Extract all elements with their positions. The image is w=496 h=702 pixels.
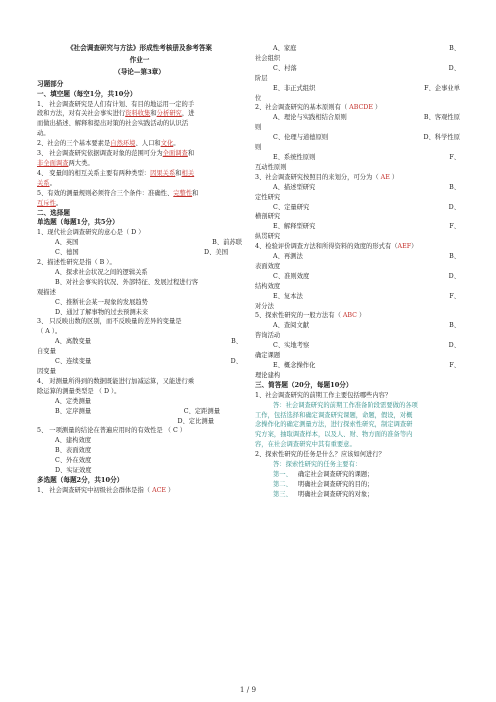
answer-blank: 关系 <box>37 179 50 187</box>
essay-a1-line4: 究方案，抽取调查样本，以及人、财、物方面的准备等内 <box>255 431 413 439</box>
multi-q5-option-f-cont: 理论建构 <box>255 371 281 379</box>
multi-q1: 1、 社会调查研究中初级社会群体是指（ ACE ） <box>37 486 175 494</box>
fill-q5-line2: 互斥性。 <box>37 199 63 207</box>
mc2-option-b: B、对社会事实的状况、外部特征、发展过程进行客 <box>55 278 199 286</box>
right-column <box>255 44 460 500</box>
answer-blank: 自然环境 <box>110 140 136 148</box>
multi-q4-option-d-cont: 结构效度 <box>255 282 281 290</box>
multi-q1-options-ef: E、非正式组织 F、企事业单 <box>273 84 460 92</box>
answer-letters: ACE <box>152 486 167 494</box>
answer-letters: AE <box>380 173 390 181</box>
multi-q2-options-cd: C、伦理与道德原则 D、科学性原 <box>273 134 460 142</box>
answer-blank: 分析研究 <box>156 110 182 118</box>
fill-q3-line1: 3、 社会调查研究依据调查对象的范围可分为全面调查和 <box>37 150 195 158</box>
mc1-options-cd: C、德国 D、美国 <box>55 249 228 257</box>
fill-q5-line1: 5、有效的测量规则必须符合三个条件：准确性、完整性和 <box>37 189 199 197</box>
multi-q4-options-ef: E、复本法 F、 <box>273 292 460 300</box>
multi-q2: 2、社会调查研究的基本原则有（ ABCDE ） <box>255 104 382 112</box>
answer-blank: 完整性 <box>173 189 193 197</box>
multi-q2-option-d-cont: 则 <box>255 144 262 152</box>
answer-letters: ABC <box>342 312 357 320</box>
mc2-option-a: A、探求社会状况之间的逻辑关系 <box>55 268 148 276</box>
answer-letters: AEF <box>397 243 412 251</box>
fill-q1-line4: 动。 <box>37 130 50 138</box>
mc4-question-line2: 除运算的测量类型是 （ D ）。 <box>37 387 121 395</box>
multi-q1-option-b-cont: 社会组织 <box>255 54 281 62</box>
page-number: 1 / 9 <box>239 685 257 694</box>
multi-q3-options-ab: A、描述型研究 B、 <box>273 183 460 191</box>
answer-blank: 文化 <box>160 140 174 148</box>
mc5-option-c: C、外在效度 <box>55 457 92 465</box>
multi-q1-options-cd: C、村落 D、 <box>273 64 460 72</box>
multi-q1-option-f-cont: 位 <box>255 94 262 102</box>
mc4-options-bc: B、定序测量 C、定距测量 <box>55 407 220 415</box>
fill-q4-line2: 关系。 <box>37 179 56 187</box>
mc3-question-line1: 3、 只反映出数的区别，而不反映量的差异的变量是 <box>37 318 182 326</box>
mc4-question-line1: 4、 对测量所得到的数据既能进行加减运算，又能进行乘 <box>37 377 195 385</box>
essay-q2: 2、探索性研究的任务是什么？应该如何进行？ <box>255 451 385 459</box>
multi-q4-options-cd: C、准则效度 D、 <box>273 272 460 280</box>
section-choice-heading: 二、选择题 <box>37 208 70 217</box>
mc3-options-ab: A、离散变量 B、 <box>55 338 242 346</box>
multi-q3: 3、社会调查研究按照目的来划分，可分为（ AE ） <box>255 173 399 181</box>
answer-blank: 相关 <box>181 169 195 177</box>
multi-q2-options-ef: E、系统性原则 F、 <box>273 153 460 161</box>
multi-q2-options-ab: A、理论与实践相结合原则 B、客观性原 <box>273 114 460 122</box>
multi-q5-option-d-cont: 确定课题 <box>255 352 281 360</box>
multi-q4-option-b-cont: 表面效度 <box>255 262 281 270</box>
answer-blank: 全面调查 <box>162 150 188 158</box>
essay-a2-intro: 答：探索性研究的任务主要有： <box>273 461 362 469</box>
left-column <box>37 44 242 496</box>
mc3-option-b-cont: 自变量 <box>37 348 56 356</box>
part-label: 习题部分 <box>37 79 64 88</box>
mc4-option-a: A、定类测量 <box>55 397 92 405</box>
mc2-option-c: C、推断社会某一现象的发展趋势 <box>55 298 148 306</box>
essay-a1-line3: 念操作化的确定测量方法，进行探索性研究，制定调查研 <box>255 421 413 429</box>
mc2-option-d: D、通过了解事物的过去预测未来 <box>55 308 149 316</box>
fill-q1-line3: 而做出描述、解释和提出对策的社会实践活动的认识活 <box>37 120 189 128</box>
mc5-option-d: D、实证效度 <box>55 467 92 475</box>
answer-blank: 资料收集 <box>125 110 151 118</box>
multi-q3-options-cd: C、定量研究 D、 <box>273 203 460 211</box>
multi-q5-option-b-cont: 咨询活动 <box>255 332 281 340</box>
fill-q3-line2: 非全面调查两大类。 <box>37 159 94 167</box>
multi-q4-options-ab: A、再测法 B、 <box>273 253 460 261</box>
multi-q5-options-ab: A、查阅文献 B、 <box>273 322 460 330</box>
answer-letters: ABCDE <box>349 104 373 112</box>
essay-q1: 1、社会调查研究的前期工作主要包括哪些内容？ <box>255 391 392 399</box>
mc3-option-d-cont: 因变量 <box>37 368 56 375</box>
multi-q4: 4、检验评价调查方法和所得资料的效度的形式有（AEF） <box>255 243 418 251</box>
mc1-options-ab: A、英国 B、前苏联 <box>55 239 242 247</box>
section-fill-blank-heading: 一、填空题（每空1分，共10分） <box>37 89 137 98</box>
answer-blank: 非全面调查 <box>37 159 69 167</box>
essay-a2-item3: 第三、 明确社会调查研究的对象； <box>273 490 374 498</box>
multi-q3-options-ef: E、解释型研究 F、 <box>273 223 460 231</box>
multi-q3-option-f-cont: 纵贯研究 <box>255 233 281 241</box>
mc5-option-b: B、表面效度 <box>55 447 92 455</box>
mc3-options-cd: C、连续变量 D、 <box>55 358 242 366</box>
fill-q2: 2、社会的三个基本要素是自然环境、人口和文化。 <box>37 140 180 148</box>
document-subtitle: 作业一 <box>129 55 150 64</box>
essay-a2-item1: 第一、 确定社会调查研究的课题； <box>273 470 374 478</box>
multi-q5: 5、探索性研究的一般方法有（ ABC ） <box>255 312 366 320</box>
mc2-option-b-cont: 观描述 <box>37 288 56 296</box>
fill-q1-line2: 段和方法，对有关社会事实进行资料收集和分析研究，进 <box>37 110 195 118</box>
document-title: 《社会调查研究与方法》形成性考核册及参考答案 <box>66 44 213 52</box>
essay-a2-item2: 第二、 明确社会调查研究的目的； <box>273 480 374 488</box>
multi-choice-heading: 多选题（每题2分，共10分） <box>37 475 124 484</box>
fill-q4-line1: 4、 变量间的相互关系主要有两种类型：因果关系和相关 <box>37 169 195 177</box>
mc3-question-line2: （ A ）。 <box>37 328 62 336</box>
multi-q1-option-d-cont: 阶层 <box>255 74 268 82</box>
fill-q1-line1: 1、 社会调查研究是人们有计划、有目的地运用一定的手 <box>37 100 195 108</box>
multi-q4-option-f-cont: 对分法 <box>255 302 274 310</box>
mc4-option-d-row: D、定比测量 <box>177 417 214 425</box>
mc5-question: 5、 一项测量的结论在普遍应用时的有效性是 （ C ） <box>37 427 187 435</box>
multi-q3-option-b-cont: 定性研究 <box>255 193 281 201</box>
chapter-range: （导论—第3章） <box>114 67 165 76</box>
answer-blank: 互斥性 <box>37 199 56 207</box>
multi-q3-option-d-cont: 横剖研究 <box>255 213 281 221</box>
essay-a1-line1: 答：社会调查研究的前期工作准备阶段需要做的各项 <box>273 401 418 409</box>
essay-a1-line5: 容，在社会调查研究中其有重要意。 <box>255 441 356 449</box>
mc5-option-a: A、建构效度 <box>55 437 92 445</box>
mc1-question: 1、现代社会调查研究的意心是（ D ） <box>37 229 145 237</box>
multi-q5-options-cd: C、实地考察 D、 <box>273 342 460 350</box>
section-short-answer-heading: 三、简答题（20分，每题10分） <box>255 380 353 389</box>
essay-a1-line2: 工作，包括选择和确定调查研究课题，命题，假设，对概 <box>255 411 413 419</box>
mc2-question: 2、描述性研究是指（ B ）。 <box>37 259 116 267</box>
multi-q2-option-b-cont: 则 <box>255 124 262 132</box>
single-choice-heading: 单选题（每题1分，共5分） <box>37 218 119 227</box>
multi-q1-options-ab: A、家庭 B、 <box>273 45 460 52</box>
multi-q2-option-f-cont: 互动性原则 <box>255 163 287 171</box>
answer-blank: 因果关系 <box>150 169 176 177</box>
multi-q5-options-ef: E、概念操作化 F、 <box>273 362 460 369</box>
